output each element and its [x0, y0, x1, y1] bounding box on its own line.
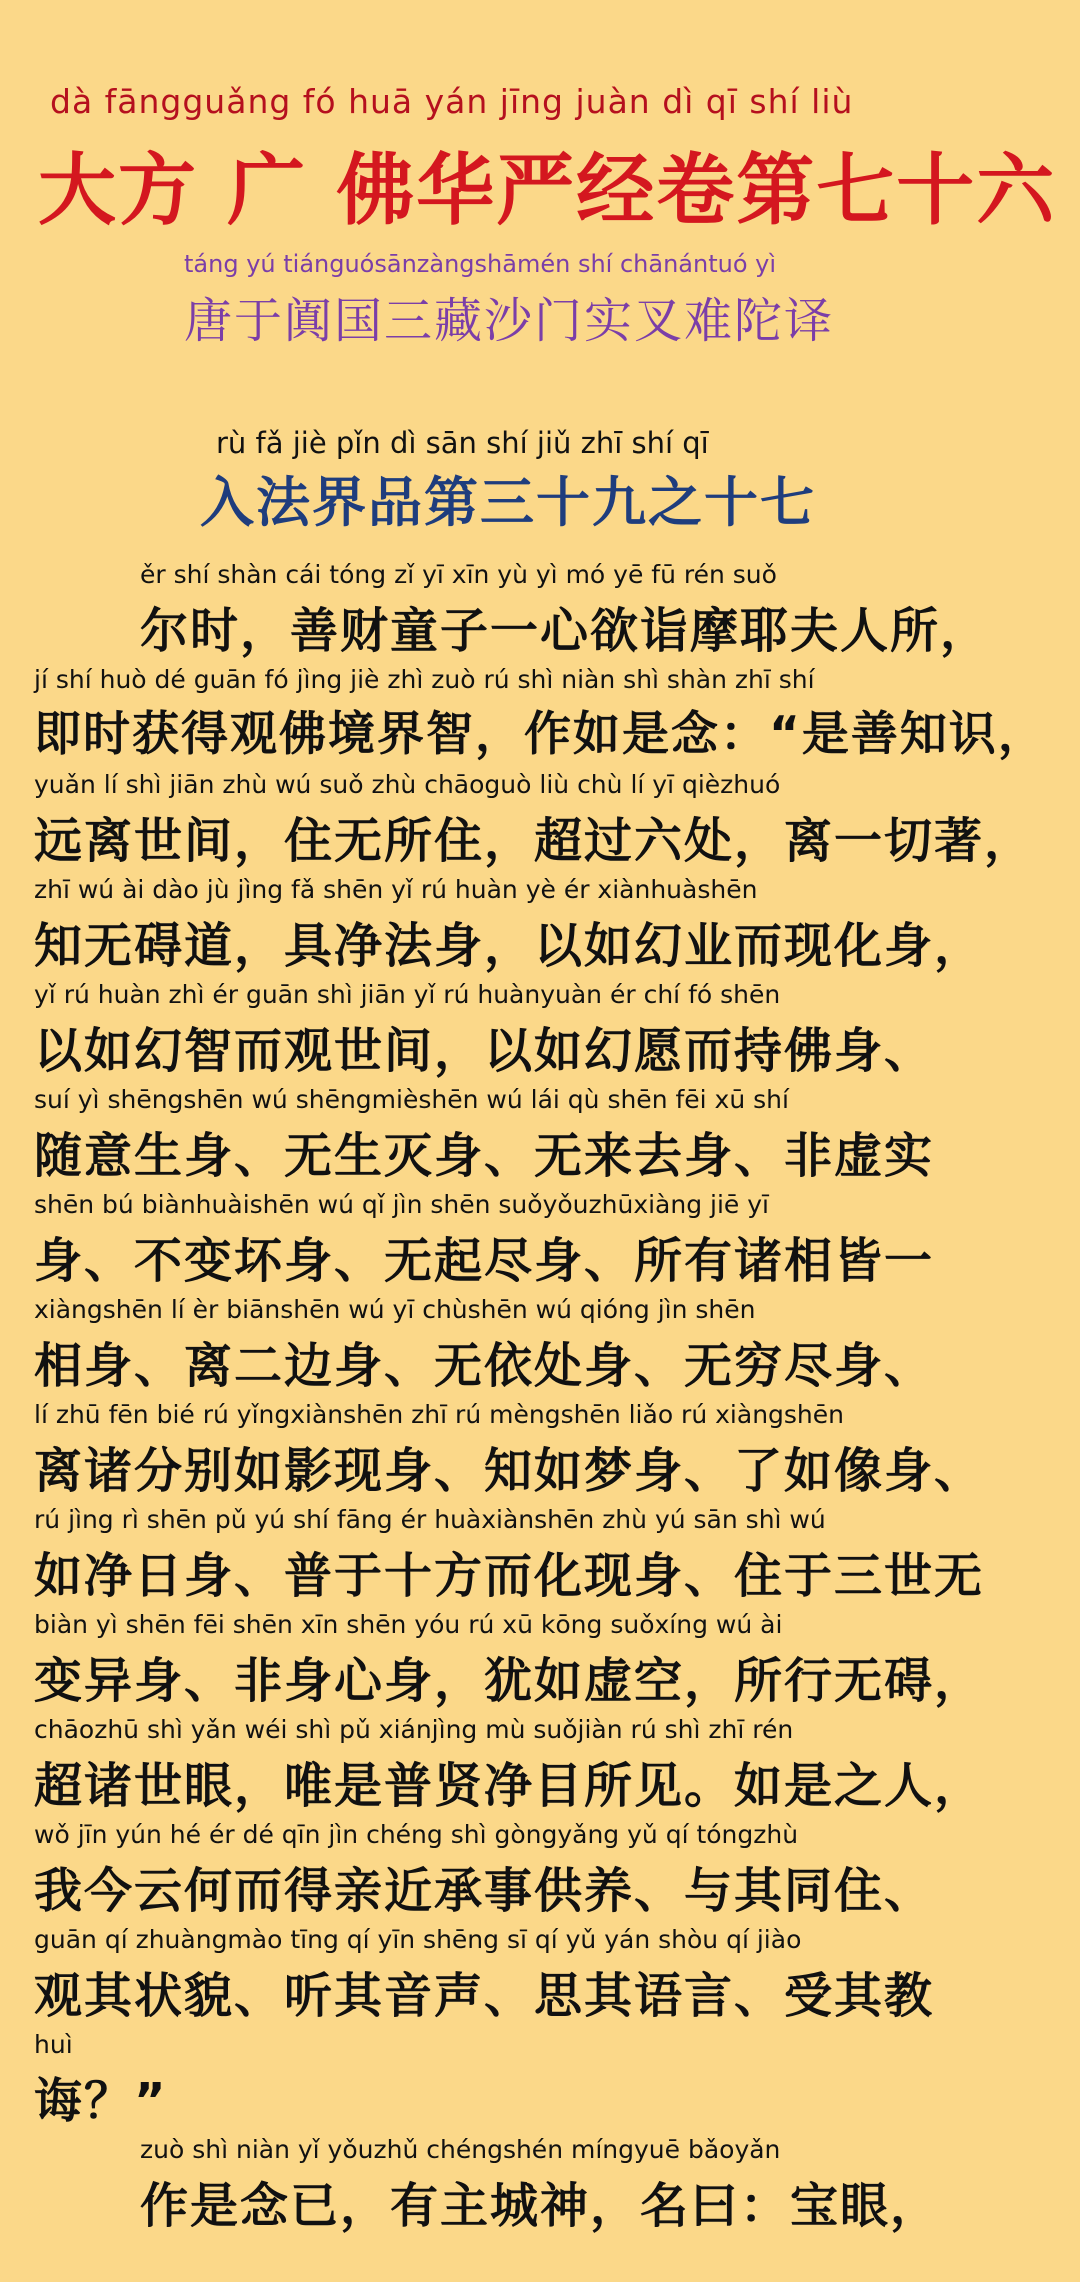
line-pinyin: yuǎn lí shì jiān zhù wú suǒ zhù chāoguò liù chù lí yī qièzhuó: [34, 770, 781, 799]
translator-pinyin: táng yú tiánguósānzàngshāmén shí chānántuó yì: [184, 250, 776, 278]
translator-credit: 唐于阗国三藏沙门实叉难陀译: [184, 293, 835, 349]
line-text: 身、不变坏身、无起尽身、所有诸相皆一: [34, 1233, 935, 1289]
line-text: 知无碍道，具净法身，以如幻业而现化身，: [34, 918, 985, 974]
line-pinyin: ěr shí shàn cái tóng zǐ yī xīn yù yì mó yē fū rén suǒ: [140, 560, 777, 589]
line-text: 观其状貌、听其音声、思其语言、受其教: [34, 1968, 935, 2024]
line-text: 我今云何而得亲近承事供养、与其同住、: [34, 1863, 935, 1919]
line-pinyin: suí yì shēngshēn wú shēngmièshēn wú lái qù shēn fēi xū shí: [34, 1085, 789, 1114]
chapter-title: 入法界品第三十九之十七: [200, 470, 816, 534]
line-pinyin: jí shí huò dé guān fó jìng jiè zhì zuò rú shì niàn shì shàn zhī shí: [34, 665, 815, 694]
line-text: 随意生身、无生灭身、无来去身、非虚实: [34, 1128, 935, 1184]
line-pinyin: zuò shì niàn yǐ yǒuzhǔ chéngshén míngyuē bǎoyǎn: [140, 2135, 781, 2164]
line-text: 变异身、非身心身，犹如虚空，所行无碍，: [34, 1653, 985, 1709]
line-text: 即时获得观佛境界智，作如是念：“是善知识，: [34, 707, 1047, 762]
line-pinyin: lí zhū fēn bié rú yǐngxiànshēn zhī rú mèngshēn liǎo rú xiàngshēn: [34, 1400, 844, 1429]
line-pinyin: wǒ jīn yún hé ér dé qīn jìn chéng shì gòngyǎng yǔ qí tóngzhù: [34, 1820, 799, 1849]
line-text: 诲？”: [34, 2073, 168, 2129]
line-text: 如净日身、普于十方而化现身、住于三世无: [34, 1548, 985, 1604]
line-text: 以如幻智而观世间，以如幻愿而持佛身、: [34, 1023, 935, 1079]
line-pinyin: huì: [34, 2030, 73, 2059]
line-text: 相身、离二边身、无依处身、无穷尽身、: [34, 1338, 935, 1394]
line-pinyin: shēn bú biànhuàishēn wú qǐ jìn shēn suǒyǒuzhūxiàng jiē yī: [34, 1190, 769, 1219]
line-text: 尔时，善财童子一心欲诣摩耶夫人所，: [140, 603, 991, 659]
line-text: 离诸分别如影现身、知如梦身、了如像身、: [34, 1443, 985, 1499]
line-pinyin: yǐ rú huàn zhì ér guān shì jiān yǐ rú huànyuàn ér chí fó shēn: [34, 980, 781, 1009]
line-pinyin: chāozhū shì yǎn wéi shì pǔ xiánjìng mù suǒjiàn rú shì zhī rén: [34, 1715, 794, 1744]
line-pinyin: guān qí zhuàngmào tīng qí yīn shēng sī qí yǔ yán shòu qí jiào: [34, 1925, 802, 1954]
line-pinyin: zhī wú ài dào jù jìng fǎ shēn yǐ rú huàn yè ér xiànhuàshēn: [34, 875, 758, 904]
line-pinyin: biàn yì shēn fēi shēn xīn shēn yóu rú xū kōng suǒxíng wú ài: [34, 1610, 783, 1639]
line-pinyin: xiàngshēn lí èr biānshēn wú yī chùshēn wú qióng jìn shēn: [34, 1295, 756, 1324]
sutra-title: 大方 广 佛华严经卷第七十六: [38, 145, 1057, 236]
line-text: 远离世间，住无所住，超过六处，离一切著，: [34, 813, 1035, 869]
line-pinyin: rú jìng rì shēn pǔ yú shí fāng ér huàxiànshēn zhù yú sān shì wú: [34, 1505, 826, 1534]
title-pinyin: dà fāngguǎng fó huā yán jīng juàn dì qī shí liù: [50, 82, 854, 121]
chapter-pinyin: rù fǎ jiè pǐn dì sān shí jiǔ zhī shí qī: [216, 426, 709, 460]
line-text: 超诸世眼，唯是普贤净目所见。如是之人，: [34, 1758, 985, 1814]
line-text: 作是念已，有主城神，名曰：宝眼，: [140, 2178, 941, 2234]
